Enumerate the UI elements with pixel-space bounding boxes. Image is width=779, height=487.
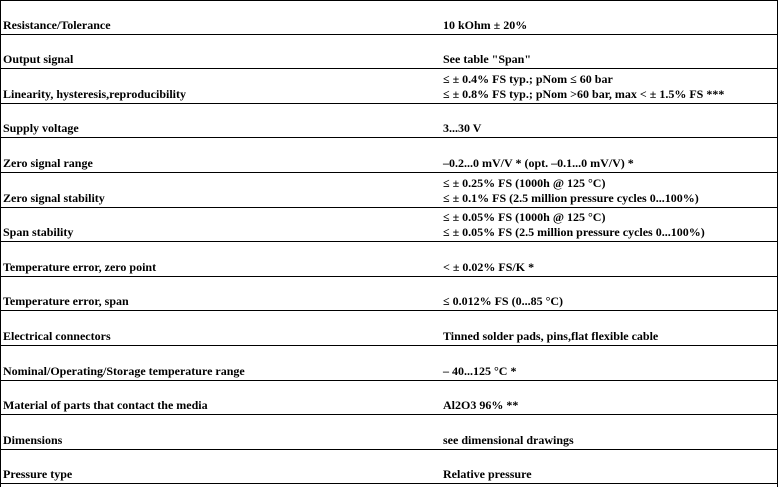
value-line: ≤ ± 0.4% FS typ.; pNom ≤ 60 bar [443,71,613,86]
spec-row-temperature-error-span [1,277,777,312]
param-label: Linearity, hysteresis,reproducibility [3,86,187,101]
param-label: Electrical connectors [3,328,111,343]
param-label: Temperature error, span [3,294,129,309]
value-line: Relative pressure [443,467,532,482]
spec-row-span-stability [1,208,777,243]
param-label: Supply voltage [3,121,79,136]
value-line: 3...30 V [443,121,482,136]
param-value [443,467,777,482]
spec-row-zero-signal-stability [1,173,777,208]
spec-row-supply-voltage [1,104,777,139]
param-label: Output signal [3,52,74,67]
param-label: Nominal/Operating/Storage temperature range [3,363,245,378]
param-value [443,294,777,309]
value-line: ≤ ± 0.25% FS (1000h @ 125 °C) [443,175,606,190]
param-value [443,364,777,379]
value-line: see dimensional drawings [443,432,574,447]
value-line: 10 kOhm ± 20% [443,17,528,32]
value-line: –0.2...0 mV/V * (opt. –0.1...0 mV/V) * [443,155,634,170]
spec-row-dimensions [1,415,777,450]
spec-row-resistance-tolerance [1,0,777,35]
param-value [443,52,777,67]
param-label: Zero signal stability [3,190,105,205]
param-value [443,329,777,344]
value-line: ≤ ± 0.05% FS (1000h @ 125 °C) [443,210,606,225]
param-label: Zero signal range [3,155,93,170]
spec-row-output-signal [1,35,777,70]
value-line: < ± 0.02% FS/K * [443,259,535,274]
param-label: Temperature error, zero point [3,259,157,274]
spec-row-linearity [1,69,777,104]
param-value [443,176,777,206]
param-value [443,210,777,240]
param-value [443,260,777,275]
value-line: ≤ ± 0.1% FS (2.5 million pressure cycles 0...100%) [443,190,699,205]
value-line: Tinned solder pads, pins,flat flexible cable [443,328,659,343]
param-value [443,156,777,171]
value-line: See table "Span" [443,52,532,67]
param-value [443,398,777,413]
spec-row-temperature-range [1,346,777,381]
value-line: – 40...125 °C * [443,363,517,378]
param-label: Material of parts that contact the media [3,398,208,413]
param-label: Dimensions [3,432,63,447]
spec-row-zero-signal-range [1,138,777,173]
param-value [443,433,777,448]
param-label: Resistance/Tolerance [3,17,111,32]
spec-row-temperature-error-zero [1,242,777,277]
param-value [443,72,777,102]
value-line: ≤ ± 0.05% FS (2.5 million pressure cycles 0...100%) [443,225,705,240]
spec-row-pressure-type [1,450,777,485]
spec-row-electrical-connectors [1,311,777,346]
param-label: Pressure type [3,467,73,482]
spec-row-media-material [1,381,777,416]
value-line: ≤ 0.012% FS (0...85 °C) [443,294,564,309]
value-line: ≤ ± 0.8% FS typ.; pNom >60 bar, max < ± 1.5% FS *** [443,86,725,101]
param-value [443,18,777,33]
value-line: Al2O3 96% ** [443,398,519,413]
param-label: Span stability [3,225,74,240]
param-value [443,121,777,136]
